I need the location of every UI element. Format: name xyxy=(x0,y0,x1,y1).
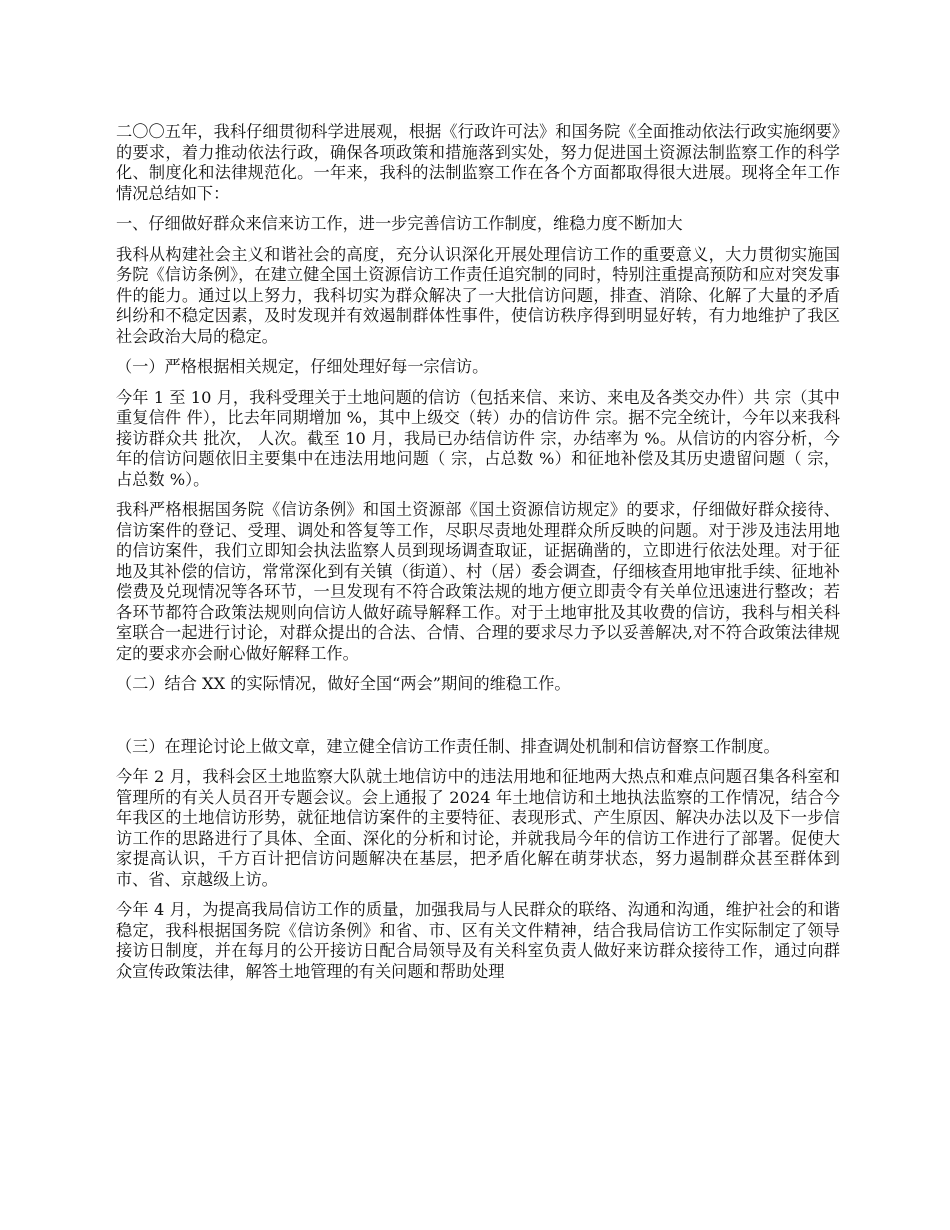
body-paragraph: 今年 2 月，我科会区土地监察大队就土地信访中的违法用地和征地两大热点和难点问题召集各科室和管理所的有关人员召开专题会议。会上通报了 2024 年土地信访和土地执法监察的工作情况，结合今年我区的土地信访形势，就征地信访案件的主要特征、表现形式、产生原因、解决办法以及下一步信访工作的思路进行了具体、全面、深化的分析和讨论，并就我局今年的信访工作进行了部署。促使大家提高认识，千方百计把信访问题解决在基层，把矛盾化解在萌芽状态，努力遏制群众甚至群体到市、省、京越级上访。 xyxy=(116,767,840,889)
intro-paragraph: 二〇〇五年，我科仔细贯彻科学进展观，根据《行政许可法》和国务院《全面推动依法行政实施纲要》的要求，着力推动依法行政，确保各项政策和措施落到实处，努力促进国土资源法制监察工作的科学化、制度化和法律规范化。一年来，我科的法制监察工作在各个方面都取得很大进展。现将全年工作情况总结如下： xyxy=(116,122,840,203)
subsection-heading-3: （三）在理论讨论上做文章，建立健全信访工作责任制、排查调处机制和信访督察工作制度。 xyxy=(116,736,780,756)
body-paragraph: 我科严格根据国务院《信访条例》和国土资源部《国土资源信访规定》的要求，仔细做好群众接待、信访案件的登记、受理、调处和答复等工作，尽职尽责地处理群众所反映的问题。对于涉及违法用地的信访案件，我们立即知会执法监察人员到现场调查取证，证据确凿的，立即进行依法处理。对于征地及其补偿的信访，常常深化到有关镇（街道）、村（居）委会调查，仔细核查用地审批手续、征地补偿费及兑现情况等各环节，一旦发现有不符合政策法规的地方便立即责令有关单位迅速进行整改；若各环节都符合政策法规则向信访人做好疏导解释工作。对于土地审批及其收费的信访，我科与相关科室联合一起进行讨论，对群众提出的合法、合情、合理的要求尽力予以妥善解决,对不符合政策法律规定的要求亦会耐心做好解释工作。 xyxy=(116,500,840,663)
subsection-heading-1: （一）严格根据相关规定，仔细处理好每一宗信访。 xyxy=(116,357,489,376)
document-page xyxy=(116,122,840,982)
spacer xyxy=(116,757,840,767)
subsection-heading-2: （二）结合 XX 的实际情况，做好全国“两会”期间的维稳工作。 xyxy=(116,674,571,693)
spacer xyxy=(116,490,840,500)
spacer xyxy=(116,235,840,245)
section-heading-1: 一、仔细做好群众来信来访工作，进一步完善信访工作制度，维稳力度不断加大 xyxy=(116,214,683,233)
spacer xyxy=(116,890,840,900)
body-paragraph: 今年 1 至 10 月，我科受理关于土地问题的信访（包括来信、来访、来电及各类交办件）共 宗（其中重复信件 件），比去年同期增加 %，其中上级交（转）办的信访件 宗。据不完全统计，今年以来我科接访群众共 批次， 人次。截至 10 月，我局已办结信访件 宗，办结率为 %。从信访的内容分析，今年的信访问题依旧主要集中在违法用地问题（ 宗，占总数 %）和征地补偿及其历史遗留问题（ 宗，占总数 %）。 xyxy=(116,387,840,489)
spacer xyxy=(116,204,840,214)
body-paragraph: 今年 4 月，为提高我局信访工作的质量，加强我局与人民群众的联络、沟通和沟通，维护社会的和谐稳定，我科根据国务院《信访条例》和省、市、区有关文件精神，结合我局信访工作实际制定了领导接访日制度，并在每月的公开接访日配合局领导及有关科室负责人做好来访群众接待工作，通过向群众宣传政策法律，解答土地管理的有关问题和帮助处理 xyxy=(116,900,840,981)
spacer xyxy=(116,695,840,737)
spacer xyxy=(116,347,840,357)
body-paragraph: 我科从构建社会主义和谐社会的高度，充分认识深化开展处理信访工作的重要意义，大力贯彻实施国务院《信访条例》，在建立健全国土资源信访工作责任追究制的同时，特别注重提高预防和应对突发事件的能力。通过以上努力，我科切实为群众解决了一大批信访问题，排查、消除、化解了大量的矛盾纠纷和不稳定因素，及时发现并有效遏制群体性事件，使信访秩序得到明显好转，有力地维护了我区社会政治大局的稳定。 xyxy=(116,244,840,346)
spacer xyxy=(116,664,840,674)
spacer xyxy=(116,378,840,388)
